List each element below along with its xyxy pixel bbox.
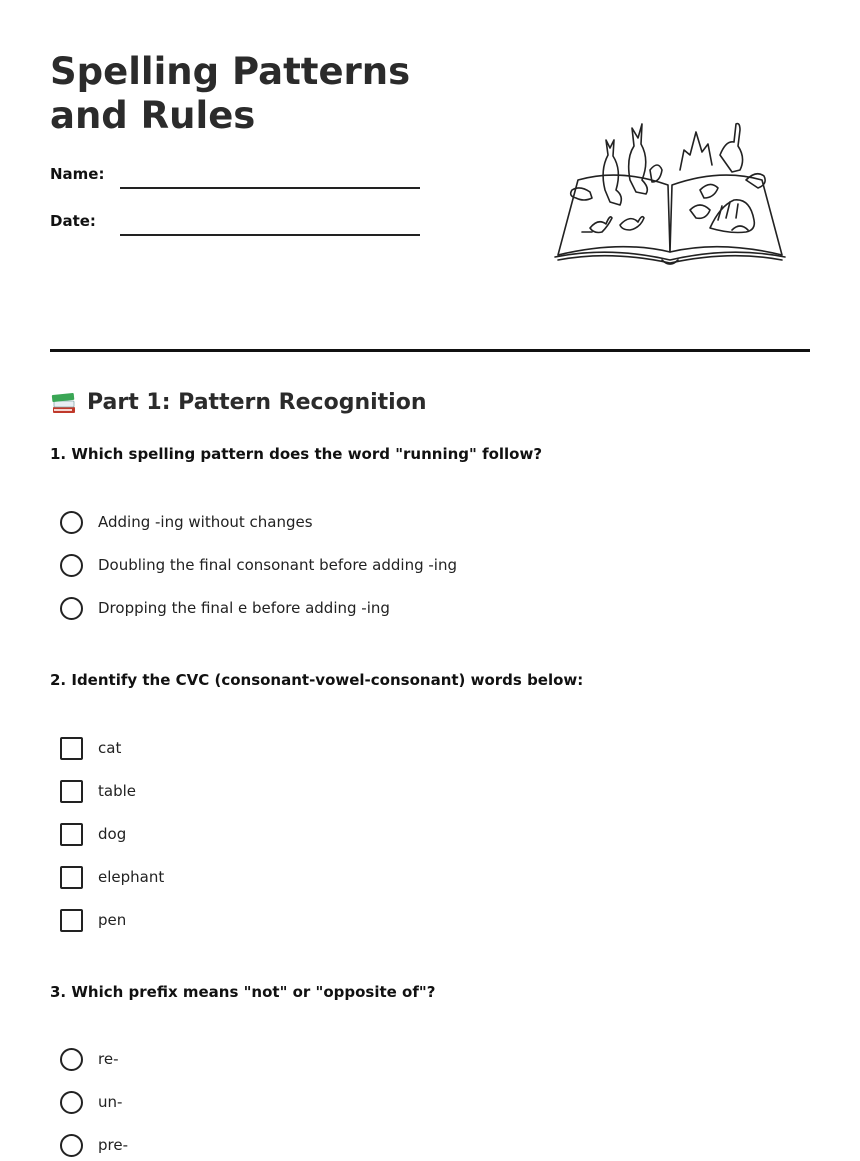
question-3-text: 3. Which prefix means "not" or "opposite of"? bbox=[50, 983, 436, 1001]
q2-option-5[interactable] bbox=[60, 908, 126, 932]
q2-option-2[interactable] bbox=[60, 779, 136, 803]
radio-button[interactable] bbox=[60, 1048, 83, 1071]
option-label: dog bbox=[98, 825, 127, 843]
radio-button[interactable] bbox=[60, 554, 83, 577]
option-label: Adding -ing without changes bbox=[98, 513, 313, 531]
part1-heading bbox=[50, 387, 426, 419]
option-label: elephant bbox=[98, 868, 165, 886]
q3-option-3[interactable] bbox=[60, 1133, 128, 1157]
q2-option-3[interactable] bbox=[60, 822, 126, 846]
section-divider bbox=[50, 349, 810, 352]
books-icon bbox=[50, 389, 78, 417]
q3-option-1[interactable] bbox=[60, 1047, 118, 1071]
option-label: table bbox=[98, 782, 136, 800]
option-label: re- bbox=[98, 1050, 119, 1068]
checkbox[interactable] bbox=[60, 866, 83, 889]
checkbox[interactable] bbox=[60, 737, 83, 760]
q2-option-1[interactable] bbox=[60, 736, 121, 760]
name-input-line[interactable] bbox=[120, 187, 420, 189]
radio-button[interactable] bbox=[60, 597, 83, 620]
question-1-text: 1. Which spelling pattern does the word "running" follow? bbox=[50, 445, 543, 463]
question-2-text: 2. Identify the CVC (consonant-vowel-consonant) words below: bbox=[50, 671, 584, 689]
checkbox[interactable] bbox=[60, 823, 83, 846]
date-label: Date: bbox=[50, 212, 96, 230]
q1-option-2[interactable] bbox=[60, 553, 457, 577]
q1-option-1[interactable] bbox=[60, 510, 313, 534]
option-label: pre- bbox=[98, 1136, 128, 1154]
option-label: pen bbox=[98, 911, 127, 929]
q3-option-2[interactable] bbox=[60, 1090, 122, 1114]
date-input-line[interactable] bbox=[120, 234, 420, 236]
option-label: Dropping the final e before adding -ing bbox=[98, 599, 390, 617]
radio-button[interactable] bbox=[60, 511, 83, 534]
option-label: Doubling the final consonant before adding -ing bbox=[98, 556, 457, 574]
radio-button[interactable] bbox=[60, 1134, 83, 1157]
checkbox[interactable] bbox=[60, 780, 83, 803]
q1-option-3[interactable] bbox=[60, 596, 390, 620]
name-label: Name: bbox=[50, 165, 105, 183]
open-book-with-animals-illustration bbox=[550, 110, 790, 270]
worksheet-title: Spelling Patterns and Rules bbox=[50, 50, 411, 137]
part1-title: Part 1: Pattern Recognition bbox=[87, 390, 427, 415]
checkbox[interactable] bbox=[60, 909, 83, 932]
radio-button[interactable] bbox=[60, 1091, 83, 1114]
option-label: cat bbox=[98, 739, 122, 757]
q2-option-4[interactable] bbox=[60, 865, 164, 889]
option-label: un- bbox=[98, 1093, 123, 1111]
